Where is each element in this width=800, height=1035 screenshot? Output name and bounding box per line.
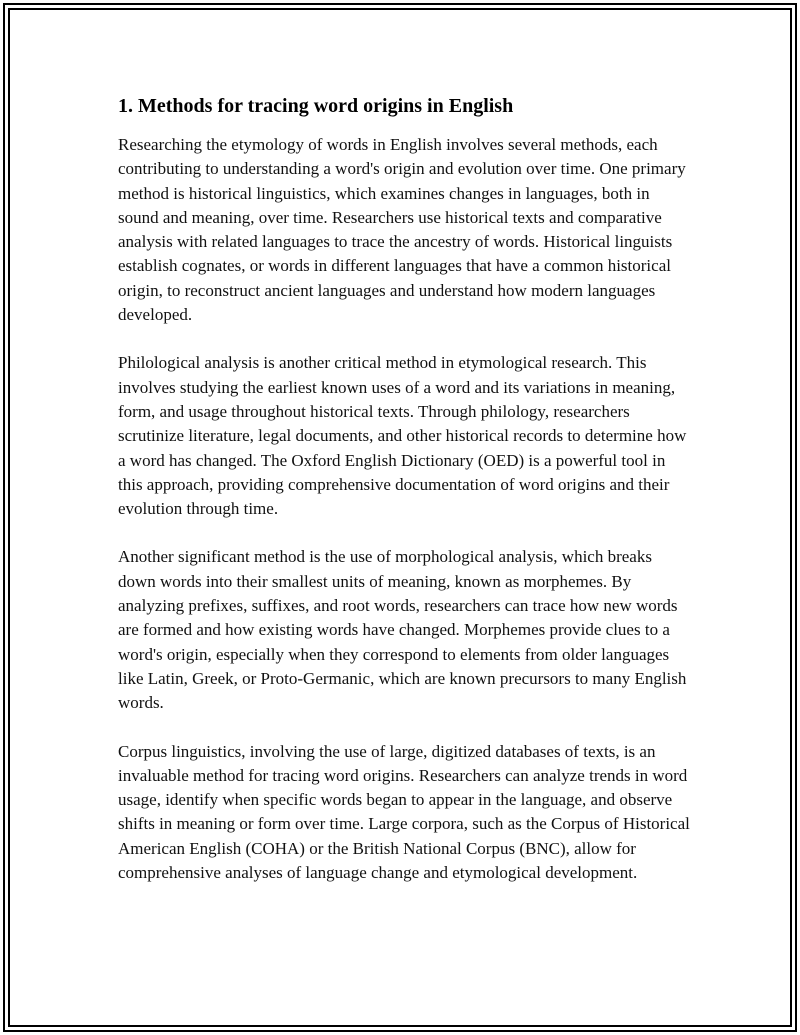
paragraph-historical-linguistics: Researching the etymology of words in English involves several methods, each contributing to understanding a word's origin and evolution over time. One primary method is historical linguistics, which examines changes in languages, both in sound and meaning, over time. Researchers use historical texts and comparative analysis with related languages to trace the ancestry of words. Historical linguists establish cognates, or words in different languages that have a common historical origin, to reconstruct ancient languages and understand how modern languages developed. <box>118 135 686 325</box>
document-body <box>118 92 690 909</box>
paragraph-philological-analysis: Philological analysis is another critical method in etymological research. This involves studying the earliest known uses of a word and its variations in meaning, form, and usage throughout historical texts. Through philology, researchers scrutinize literature, legal documents, and other historical records to determine how a word has changed. The Oxford English Dictionary (OED) is a powerful tool in this approach, providing comprehensive documentation of word origins and their evolution through time. <box>118 353 687 519</box>
section-heading: 1. Methods for tracing word origins in English <box>118 95 514 117</box>
paragraph-morphological-analysis: Another significant method is the use of morphological analysis, which breaks down words into their smallest units of meaning, known as morphemes. By analyzing prefixes, suffixes, and root words, researchers can trace how new words are formed and how existing words have changed. Morphemes provide clues to a word's origin, especially when they correspond to elements from older languages like Latin, Greek, or Proto-Germanic, which are known precursors to many English words. <box>118 547 687 713</box>
paragraph-corpus-linguistics: Corpus linguistics, involving the use of large, digitized databases of texts, is an invaluable method for tracing word origins. Researchers can analyze trends in word usage, identify when specific words began to appear in the language, and observe shifts in meaning or form over time. Large corpora, such as the Corpus of Historical American English (COHA) or the British National Corpus (BNC), allow for comprehensive analyses of language change and etymological development. <box>118 741 690 883</box>
